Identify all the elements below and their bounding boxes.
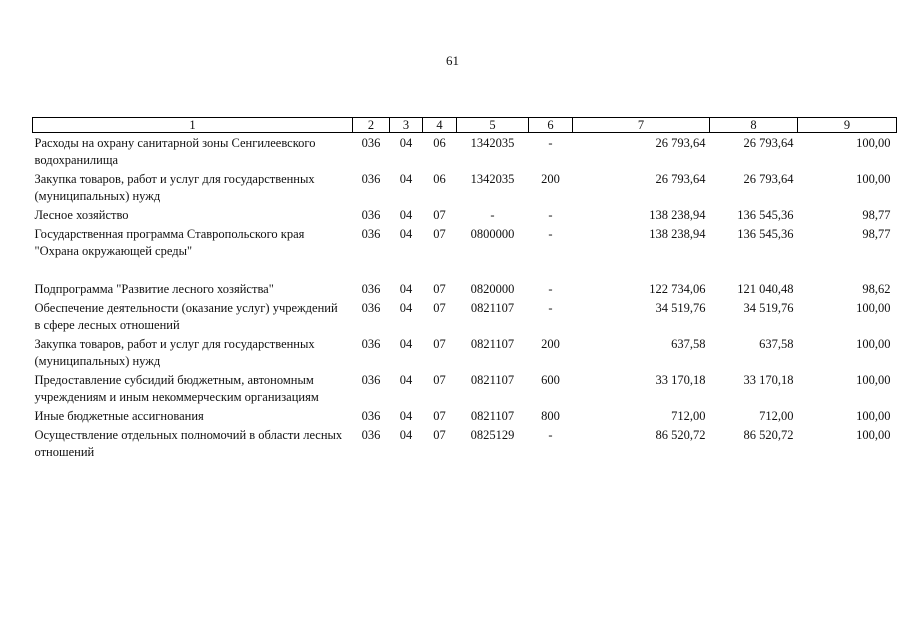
row-name: Предоставление субсидий бюджетным, автономным учреждениям и иным некоммерческим организациям bbox=[34, 373, 319, 404]
cell-code-6: - bbox=[548, 208, 553, 222]
cell-code-5: 0820000 bbox=[470, 282, 515, 296]
cell-actual: 34 519,76 bbox=[743, 301, 794, 315]
cell-planned: 637,58 bbox=[671, 337, 706, 351]
table-row bbox=[33, 169, 897, 205]
cell-code-4: 07 bbox=[433, 282, 446, 296]
cell-planned: 34 519,76 bbox=[655, 301, 706, 315]
cell-code-3: 04 bbox=[399, 172, 413, 186]
cell-actual: 26 793,64 bbox=[743, 136, 794, 150]
cell-planned: 86 520,72 bbox=[655, 428, 706, 442]
cell-actual: 86 520,72 bbox=[743, 428, 794, 442]
cell-code-4: 07 bbox=[433, 301, 446, 315]
column-header-1: 1 bbox=[33, 118, 353, 133]
column-header-7: 7 bbox=[573, 118, 710, 133]
cell-code-5: 1342035 bbox=[470, 136, 515, 150]
cell-code-6: 600 bbox=[541, 373, 560, 387]
cell-code-3: 04 bbox=[399, 337, 413, 351]
cell-code-4: 07 bbox=[433, 409, 446, 423]
cell-percent: 100,00 bbox=[856, 337, 891, 351]
table-row bbox=[33, 279, 897, 298]
cell-code-3: 04 bbox=[399, 301, 413, 315]
column-header-6: 6 bbox=[529, 118, 573, 133]
cell-actual: 712,00 bbox=[759, 409, 794, 423]
cell-code-4: 07 bbox=[433, 227, 446, 241]
cell-code-2: 036 bbox=[361, 227, 381, 241]
cell-code-5: 0800000 bbox=[470, 227, 515, 241]
cell-code-3: 04 bbox=[399, 428, 413, 442]
cell-code-5: 0825129 bbox=[470, 428, 515, 442]
cell-planned: 712,00 bbox=[671, 409, 706, 423]
table-row bbox=[33, 406, 897, 425]
row-name: Иные бюджетные ассигнования bbox=[34, 409, 204, 423]
table-row bbox=[33, 205, 897, 224]
cell-percent: 100,00 bbox=[856, 373, 891, 387]
column-header-9: 9 bbox=[798, 118, 897, 133]
cell-planned: 26 793,64 bbox=[655, 172, 706, 186]
cell-percent: 98,77 bbox=[862, 208, 891, 222]
cell-code-4: 07 bbox=[433, 428, 446, 442]
row-name: Расходы на охрану санитарной зоны Сенгилеевского водохранилища bbox=[34, 136, 316, 167]
table-row bbox=[33, 224, 897, 279]
cell-planned: 33 170,18 bbox=[655, 373, 706, 387]
header-row bbox=[33, 118, 897, 133]
cell-code-2: 036 bbox=[361, 409, 381, 423]
table-row bbox=[33, 370, 897, 406]
cell-planned: 138 238,94 bbox=[649, 208, 706, 222]
row-name: Осуществление отдельных полномочий в области лесных отношений bbox=[34, 428, 343, 459]
cell-code-4: 06 bbox=[433, 136, 446, 150]
cell-percent: 100,00 bbox=[856, 172, 891, 186]
cell-code-3: 04 bbox=[399, 136, 413, 150]
column-header-2: 2 bbox=[353, 118, 390, 133]
cell-code-2: 036 bbox=[361, 373, 381, 387]
cell-actual: 26 793,64 bbox=[743, 172, 794, 186]
cell-code-6: 200 bbox=[541, 172, 560, 186]
cell-planned: 26 793,64 bbox=[655, 136, 706, 150]
cell-code-2: 036 bbox=[361, 136, 381, 150]
cell-percent: 100,00 bbox=[856, 409, 891, 423]
cell-planned: 138 238,94 bbox=[649, 227, 706, 241]
cell-code-6: - bbox=[548, 301, 553, 315]
table-row bbox=[33, 334, 897, 370]
cell-code-2: 036 bbox=[361, 428, 381, 442]
row-name: Обеспечение деятельности (оказание услуг) учреждений в сфере лесных отношений bbox=[34, 301, 338, 332]
row-name: Закупка товаров, работ и услуг для государственных (муниципальных) нужд bbox=[34, 337, 315, 368]
cell-percent: 100,00 bbox=[856, 301, 891, 315]
column-header-8: 8 bbox=[710, 118, 798, 133]
row-name: Закупка товаров, работ и услуг для государственных (муниципальных) нужд bbox=[34, 172, 315, 203]
cell-code-2: 036 bbox=[361, 208, 381, 222]
cell-code-5: 0821107 bbox=[470, 373, 515, 387]
table-row bbox=[33, 298, 897, 334]
cell-actual: 637,58 bbox=[759, 337, 794, 351]
cell-actual: 33 170,18 bbox=[743, 373, 794, 387]
cell-percent: 100,00 bbox=[856, 428, 891, 442]
cell-code-4: 07 bbox=[433, 208, 446, 222]
table-row bbox=[33, 133, 897, 170]
cell-code-6: - bbox=[548, 136, 553, 150]
cell-code-3: 04 bbox=[399, 227, 413, 241]
cell-code-2: 036 bbox=[361, 337, 381, 351]
cell-code-4: 07 bbox=[433, 373, 446, 387]
cell-actual: 136 545,36 bbox=[737, 208, 794, 222]
cell-code-5: - bbox=[490, 208, 495, 222]
cell-code-2: 036 bbox=[361, 301, 381, 315]
cell-code-6: - bbox=[548, 227, 553, 241]
cell-actual: 121 040,48 bbox=[737, 282, 794, 296]
cell-code-5: 0821107 bbox=[470, 301, 515, 315]
table-row bbox=[33, 425, 897, 461]
column-header-5: 5 bbox=[457, 118, 529, 133]
budget-table bbox=[32, 117, 897, 461]
cell-code-5: 0821107 bbox=[470, 337, 515, 351]
row-name: Лесное хозяйство bbox=[34, 208, 129, 222]
cell-code-5: 0821107 bbox=[470, 409, 515, 423]
cell-code-3: 04 bbox=[399, 409, 413, 423]
cell-code-4: 06 bbox=[433, 172, 446, 186]
cell-code-3: 04 bbox=[399, 373, 413, 387]
row-name: Подпрограмма "Развитие лесного хозяйства" bbox=[34, 282, 274, 296]
cell-code-6: - bbox=[548, 428, 553, 442]
cell-code-3: 04 bbox=[399, 208, 413, 222]
cell-percent: 100,00 bbox=[856, 136, 891, 150]
row-name: Государственная программа Ставропольского края "Охрана окружающей среды" bbox=[34, 227, 305, 258]
cell-code-2: 036 bbox=[361, 282, 381, 296]
cell-code-6: - bbox=[548, 282, 553, 296]
cell-code-6: 200 bbox=[541, 337, 560, 351]
cell-percent: 98,62 bbox=[862, 282, 891, 296]
cell-actual: 136 545,36 bbox=[737, 227, 794, 241]
cell-code-3: 04 bbox=[399, 282, 413, 296]
page-number: 61 bbox=[446, 53, 459, 68]
cell-code-5: 1342035 bbox=[470, 172, 515, 186]
cell-code-2: 036 bbox=[361, 172, 381, 186]
cell-code-4: 07 bbox=[433, 337, 446, 351]
cell-percent: 98,77 bbox=[862, 227, 891, 241]
column-header-3: 3 bbox=[390, 118, 423, 133]
column-header-4: 4 bbox=[423, 118, 457, 133]
cell-planned: 122 734,06 bbox=[649, 282, 706, 296]
cell-code-6: 800 bbox=[541, 409, 560, 423]
